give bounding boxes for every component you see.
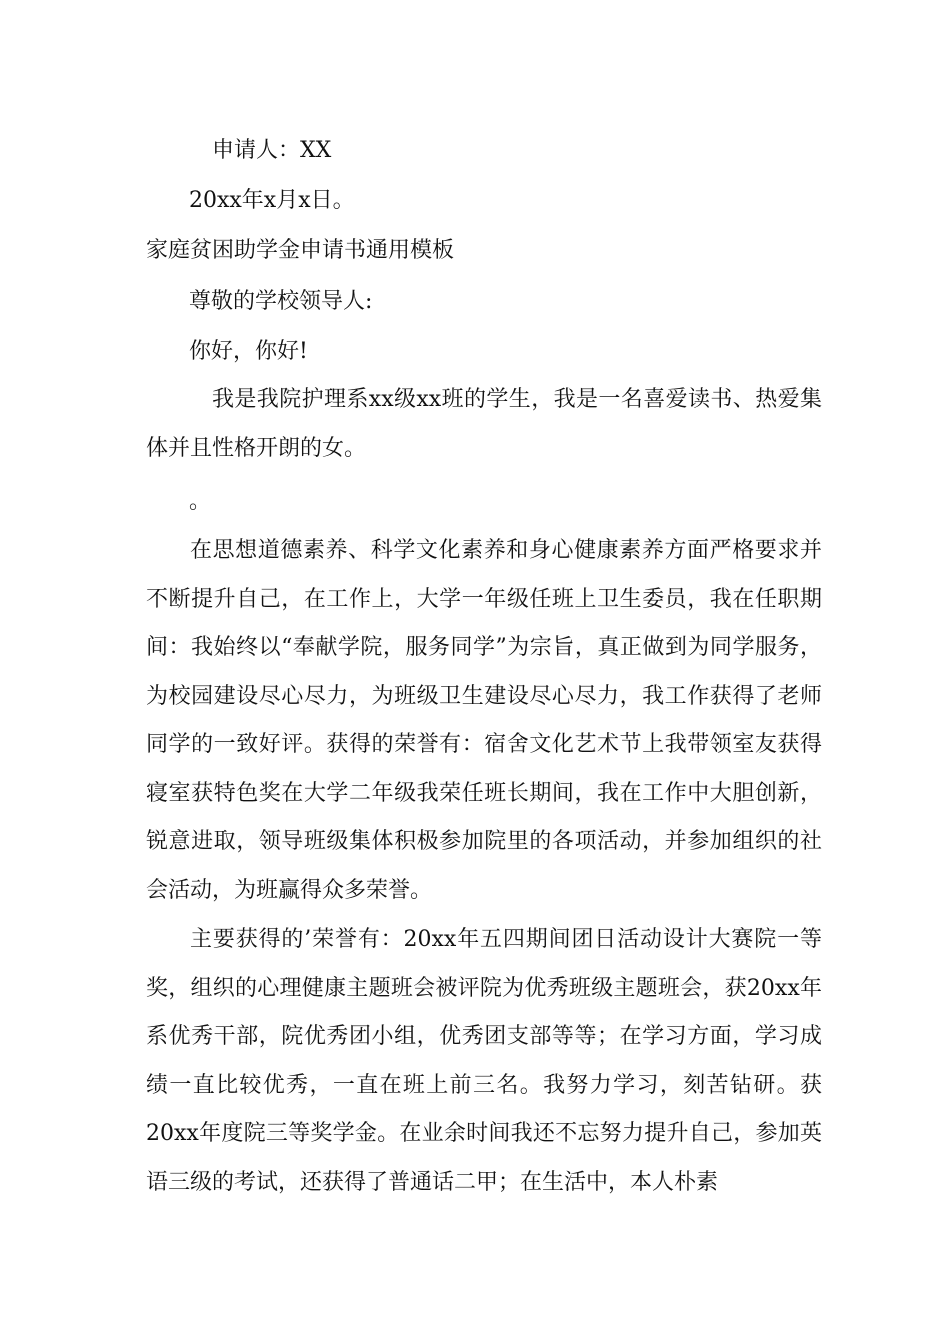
date-line: 20xx年x月x日。 — [189, 188, 355, 213]
salutation: 尊敬的学校领导人: — [189, 289, 373, 314]
greeting: 你好，你好! — [189, 339, 308, 364]
period-mark: 。 — [189, 489, 212, 514]
honors-paragraph: 主要获得的’荣誉有：20xx年五四期间团日活动设计大赛院一等奖，组织的心理健康主题班会被评院为优秀班级主题班会，获20xx年系优秀干部，院优秀团小组，优秀团支部等等；在学习方面，学习成绩一直比较优秀，一直在班上前三名。我努力学习，刻苦钻研。获20xx年度院三等奖学金。在业余时间我还不忘努力提升自己，参加英语三级的考试，还获得了普通话二甲；在生活中，本人朴素 — [146, 927, 822, 1195]
applicant-line: 申请人：XX — [212, 138, 332, 163]
work-paragraph: 在思想道德素养、科学文化素养和身心健康素养方面严格要求并不断提升自己，在工作上，大学一年级任班上卫生委员，我在任职期间：我始终以“奉献学院，服务同学”为宗旨，真正做到为同学服务，为校园建设尽心尽力，为班级卫生建设尽心尽力，我工作获得了老师同学的一致好评。获得的荣誉有：宿舍文化艺术节上我带领室友获得寝室获特色奖在大学二年级我荣任班长期间，我在工作中大胆创新，锐意进取，领导班级集体积极参加院里的各项活动，并参加组织的社会活动，为班赢得众多荣誉。 — [146, 538, 822, 903]
template-title: 家庭贫困助学金申请书通用模板 — [146, 238, 455, 263]
intro-paragraph: 我是我院护理系xx级xx班的学生，我是一名喜爱读书、热爱集体并且性格开朗的女。 — [146, 387, 822, 461]
